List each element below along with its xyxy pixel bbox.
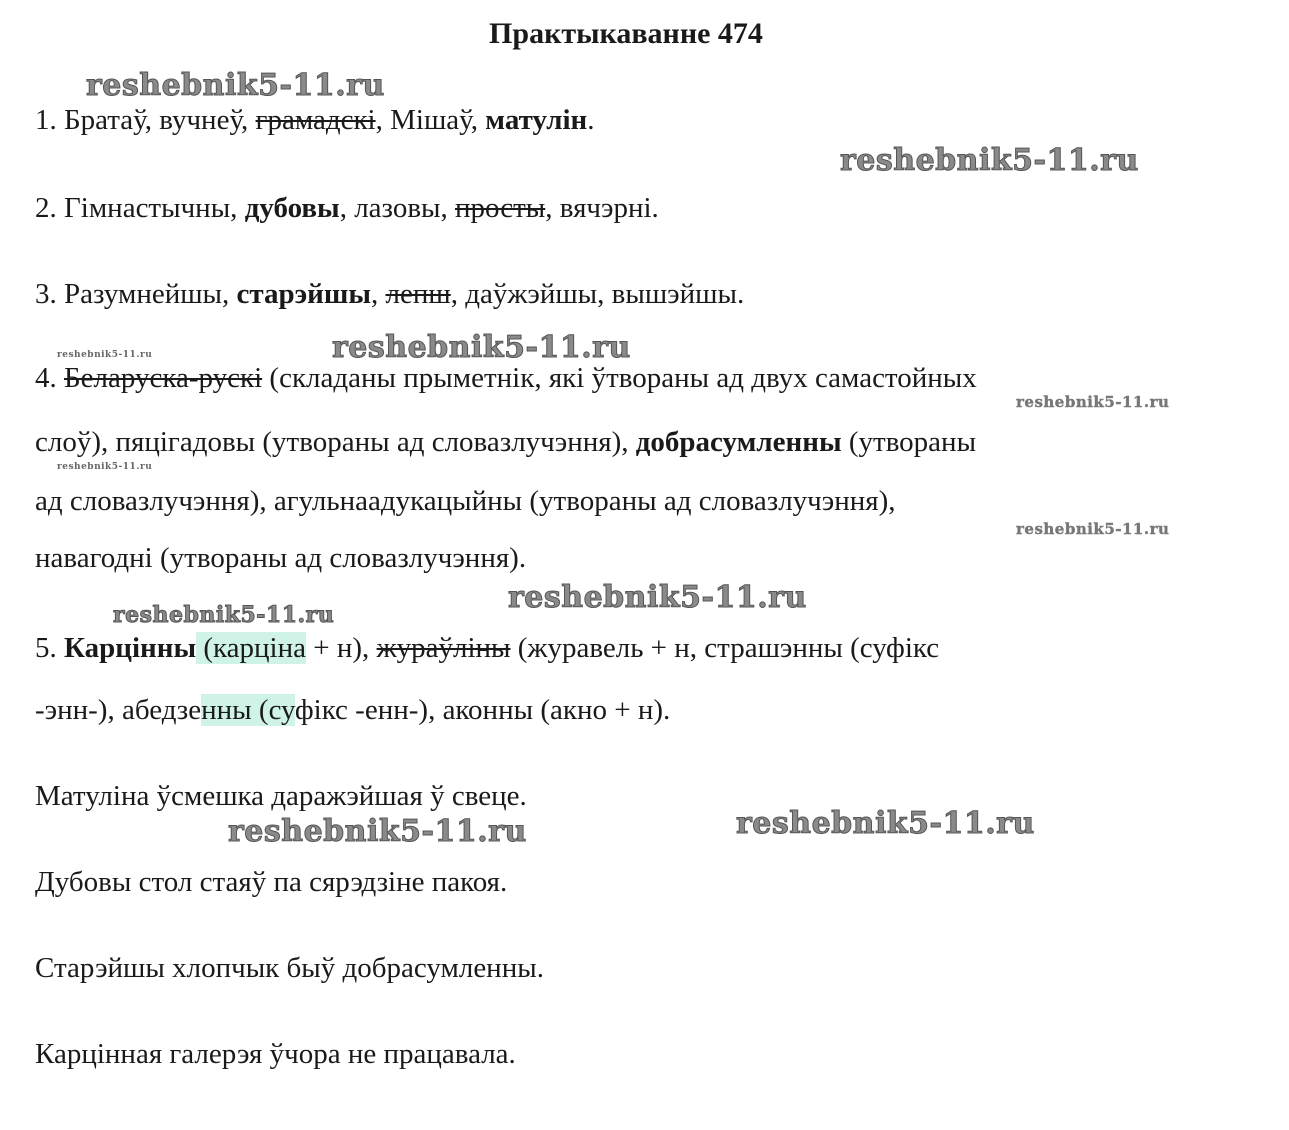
text: (журавель + н, страшэнны (суфікс (510, 632, 940, 664)
highlighted-text: нны (су (201, 694, 295, 726)
highlighted-text: (карціна (196, 632, 307, 664)
text: + н), (306, 632, 377, 664)
text: , лазовы, (339, 192, 455, 224)
watermark: reshebnik5-11.ru (736, 806, 1035, 841)
page-title: Практыкаванне 474 (489, 17, 763, 50)
text: , вячэрні. (545, 192, 659, 224)
text: 4. (35, 362, 64, 394)
answer-line-4c (35, 481, 896, 521)
watermark: reshebnik5-11.ru (57, 350, 153, 360)
text: слоў), пяцігадовы (утвораны ад словазлучэння), (35, 426, 636, 458)
text: 2. Гімнастычны, (35, 192, 245, 224)
sentence-4: Карцінная галерэя ўчора не працавала. (35, 1038, 516, 1070)
answer-line-4b (35, 422, 976, 462)
watermark: reshebnik5-11.ru (1016, 393, 1170, 411)
text: 1. Братаў, вучнеў, (35, 104, 256, 136)
text: фікс -енн-), аконны (акно + н). (294, 694, 671, 726)
struck-word: жураўліны (376, 632, 511, 664)
sentence-2: Дубовы стол стаяў па сярэдзіне пакоя. (35, 866, 508, 898)
sentence-1: Матуліна ўсмешка даражэйшая ў свеце. (35, 780, 527, 812)
answer-line-1 (35, 100, 595, 140)
watermark: reshebnik5-11.ru (86, 68, 385, 103)
bold-word: матулін (485, 104, 588, 136)
answer-line-3 (35, 274, 744, 314)
watermark: reshebnik5-11.ru (840, 143, 1139, 178)
text: ад словазлучэння), агульнаадукацыйны (утвораны ад словазлучэння), (35, 485, 896, 517)
answer-line-5b (35, 690, 670, 730)
text: 3. Разумнейшы, (35, 278, 237, 310)
text: навагодні (утвораны ад словазлучэння). (35, 542, 527, 574)
struck-word: Беларуска-рускі (64, 362, 263, 394)
bold-word: добрасумленны (635, 426, 842, 458)
answer-line-5a (35, 628, 939, 668)
text: . (587, 104, 595, 136)
text: 5. (35, 632, 64, 664)
answer-line-4d (35, 538, 526, 578)
struck-word: грамадскі (255, 104, 376, 136)
text: , (371, 278, 386, 310)
struck-word: просты (455, 192, 546, 224)
text: , даўжэйшы, вышэйшы. (450, 278, 745, 310)
text: (складаны прыметнік, які ўтвораны ад двух самастойных (262, 362, 977, 394)
text: -энн-), абедзе (35, 694, 202, 726)
bold-word: дубовы (244, 192, 340, 224)
answer-line-2 (35, 188, 659, 228)
text: (утвораны (841, 426, 977, 458)
sentence-3: Старэйшы хлопчык быў добрасумленны. (35, 952, 544, 984)
watermark: reshebnik5-11.ru (113, 602, 335, 628)
watermark: reshebnik5-11.ru (228, 814, 527, 849)
watermark: reshebnik5-11.ru (1016, 520, 1170, 538)
watermark: reshebnik5-11.ru (508, 580, 807, 615)
answer-line-4a (35, 358, 977, 398)
watermark: reshebnik5-11.ru (57, 462, 153, 472)
watermark: reshebnik5-11.ru (332, 330, 631, 365)
bold-word: Карцінны (64, 632, 197, 664)
struck-word: лепш (385, 278, 451, 310)
bold-word: старэйшы (236, 278, 372, 310)
text: , Мішаў, (375, 104, 486, 136)
